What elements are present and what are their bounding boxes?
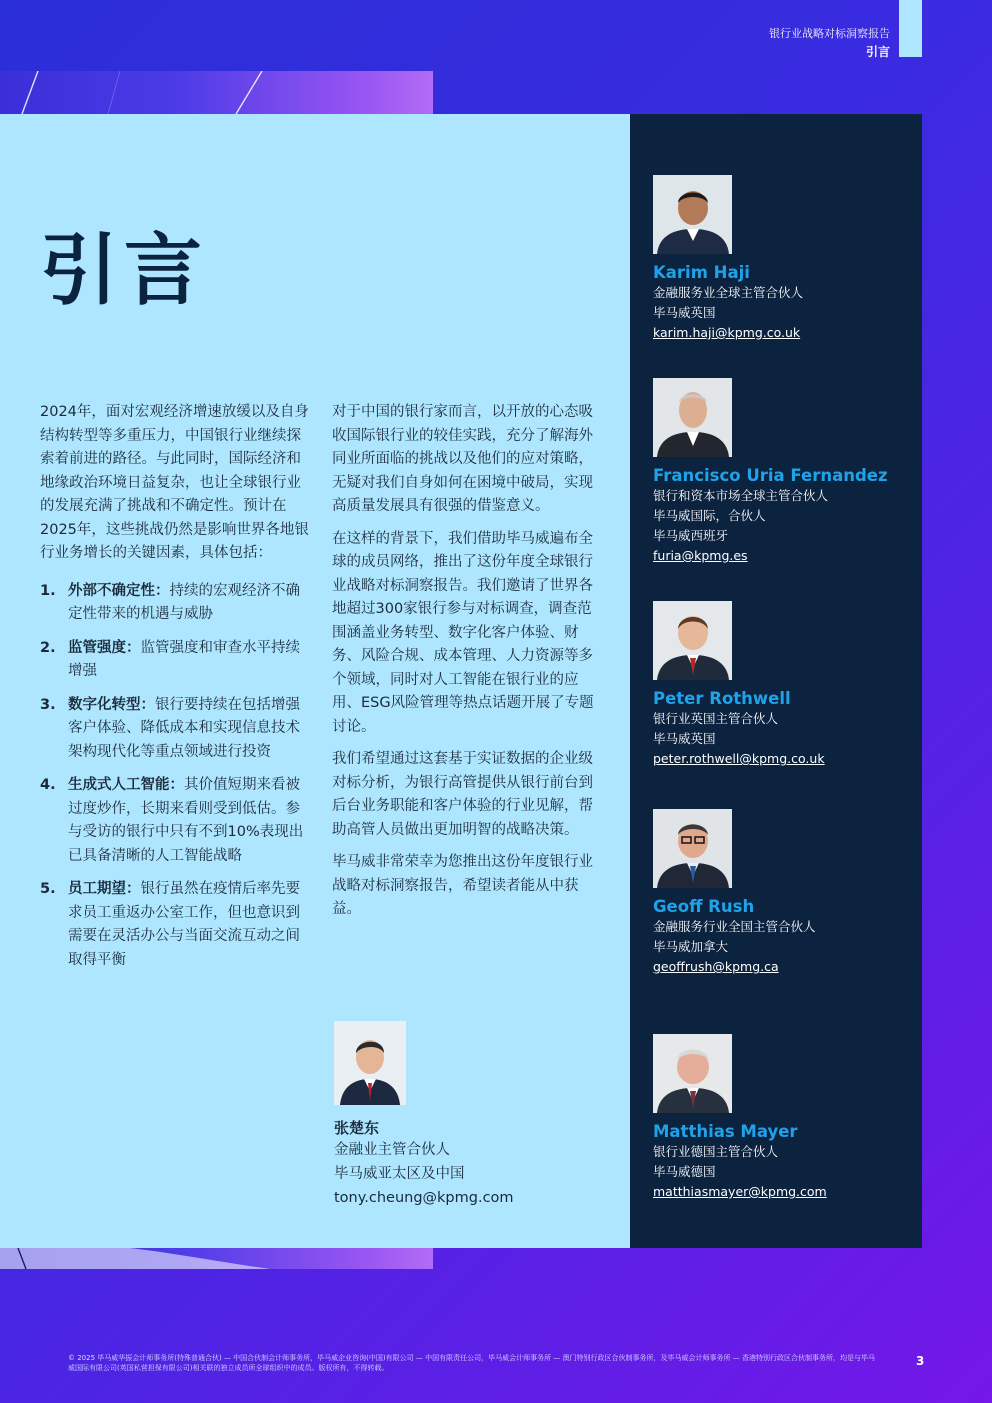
- contact-name: Francisco Uria Fernandez: [653, 466, 888, 485]
- contact-photo: [653, 1034, 732, 1113]
- contact-role: 银行业德国主管合伙人: [653, 1144, 779, 1159]
- page-number: 3: [916, 1354, 925, 1368]
- contact-office: 毕马威英国: [653, 305, 716, 320]
- contact-card: [653, 809, 816, 977]
- decorative-band-top: [0, 71, 433, 114]
- contact-email-link[interactable]: furia@kpmg.es: [653, 548, 748, 563]
- contact-office: 毕马威德国: [653, 1164, 716, 1179]
- contact-office: 毕马威加拿大: [653, 939, 729, 954]
- list-label: 生成式人工智能：: [68, 777, 184, 793]
- contact-email-link[interactable]: karim.haji@kpmg.co.uk: [653, 325, 801, 340]
- list-item: [40, 694, 312, 765]
- list-label: 外部不确定性：: [68, 582, 170, 599]
- left-text-column: [40, 401, 312, 982]
- list-label: 监管强度：: [68, 639, 141, 656]
- author-signature: [334, 1021, 514, 1210]
- decorative-band-bottom: [0, 1248, 433, 1269]
- contact-role: 银行业英国主管合伙人: [653, 711, 779, 726]
- contact-org: 毕马威国际，合伙人: [653, 508, 766, 523]
- intro-paragraph: 2024年，面对宏观经济增速放缓以及自身结构转型等多重压力，中国银行业继续探索着前进的路径。与此同时，国际经济和地缘政治环境日益复杂，也让全球银行业的发展充满了挑战和不确定性。预计在2025年，这些挑战仍然是影响世界各地银行业务增长的关键因素，具体包括：: [40, 404, 309, 561]
- contact-name: Peter Rothwell: [653, 689, 791, 708]
- contact-role: 金融服务行业全国主管合伙人: [653, 919, 816, 934]
- list-label: 员工期望：: [68, 881, 141, 897]
- contact-name: Geoff Rush: [653, 897, 755, 916]
- contact-card: [653, 175, 803, 343]
- body-paragraph: 对于中国的银行家而言，以开放的心态吸收国际银行业的较佳实践，充分了解海外同业所面临的挑战以及他们的应对策略，无疑对我们自身如何在困境中破局，实现高质量发展具有很强的借鉴意义。: [332, 404, 593, 514]
- contact-photo: [653, 809, 732, 888]
- legal-disclaimer: © 2025 毕马威华振会计师事务所(特殊普通合伙) — 中国合伙制会计师事务所，毕马威企业咨询(中国)有限公司 — 中国有限责任公司，毕马威会计师事务所 — 澳门特别行政区合伙制事务所，及毕马威会计师事务所 — 香港特别行政区合伙制事务所，均是与毕马威国际有限公司(英国私营担保有限公司)相关联的独立成员所全球组织中的成员。版权所有，不得转载。: [68, 1354, 875, 1372]
- list-label: 数字化转型：: [68, 696, 155, 713]
- body-paragraph: 我们希望通过这套基于实证数据的企业级对标分析，为银行高管提供从银行前台到后台业务职能和客户体验的行业见解，帮助高管人员做出更加明智的战略决策。: [332, 751, 593, 838]
- contact-email-link[interactable]: peter.rothwell@kpmg.co.uk: [653, 751, 825, 766]
- contact-email-link[interactable]: geoffrush@kpmg.ca: [653, 959, 779, 974]
- author-email[interactable]: tony.cheung@kpmg.com: [334, 1190, 514, 1206]
- list-item: [40, 580, 312, 627]
- list-item: [40, 637, 312, 684]
- author-name: 张楚东: [334, 1119, 380, 1137]
- list-text: 监管强度和审查水平持续增强: [68, 639, 300, 679]
- contact-office: 毕马威西班牙: [653, 528, 729, 543]
- list-number: 5.: [40, 881, 56, 897]
- report-header: [769, 25, 890, 60]
- list-text: 银行虽然在疫情后率先要求员工重返办公室工作，但也意识到需要在灵活办公与当面交流互动之间取得平衡: [68, 881, 300, 968]
- contact-role: 银行和资本市场全球主管合伙人: [653, 488, 829, 503]
- contact-photo: [653, 175, 732, 254]
- list-number: 1.: [40, 582, 56, 599]
- list-number: 2.: [40, 639, 56, 656]
- report-title: 银行业战略对标洞察报告: [769, 27, 890, 40]
- list-text: 银行要持续在包括增强客户体验、降低成本和实现信息技术架构现代化等重点领域进行投资: [68, 696, 300, 760]
- header-accent-bar: [899, 0, 922, 57]
- contact-card: [653, 601, 825, 769]
- body-paragraph: 毕马威非常荣幸为您推出这份年度银行业战略对标洞察报告，希望读者能从中获益。: [332, 854, 593, 917]
- contact-email-link[interactable]: matthiasmayer@kpmg.com: [653, 1184, 827, 1199]
- author-title: 金融业主管合伙人: [334, 1142, 450, 1158]
- contact-name: Karim Haji: [653, 263, 750, 282]
- author-photo: [334, 1021, 406, 1105]
- list-number: 4.: [40, 777, 56, 793]
- contact-name: Matthias Mayer: [653, 1122, 798, 1141]
- contact-card: [653, 1034, 827, 1202]
- contact-photo: [653, 601, 732, 680]
- body-paragraph: 在这样的背景下，我们借助毕马威遍布全球的成员网络，推出了这份年度全球银行业战略对标洞察报告。我们邀请了世界各地超过300家银行参与对标调查，调查范围涵盖业务转型、数字化客户体验、财务、风险合规、成本管理、人力资源等多个领域，同时对人工智能在银行业的应用、ESG风险管理等热点话题开展了专题讨论。: [332, 530, 594, 735]
- challenge-list: [40, 580, 312, 973]
- list-number: 3.: [40, 696, 56, 713]
- list-text: 其价值短期来看被过度炒作，长期来看则受到低估。参与受访的银行中只有不到10%表现出已具备清晰的人工智能战略: [68, 777, 304, 864]
- contact-office: 毕马威英国: [653, 731, 716, 746]
- page-title: 引言: [40, 226, 209, 316]
- list-text: 持续的宏观经济不确定性带来的机遇与威胁: [68, 582, 300, 622]
- contact-role: 金融服务业全球主管合伙人: [653, 285, 804, 300]
- author-org: 毕马威亚太区及中国: [334, 1166, 465, 1182]
- contact-card: [653, 378, 888, 566]
- section-label: 引言: [865, 45, 890, 59]
- middle-text-column: [332, 401, 602, 931]
- list-item: [40, 774, 312, 868]
- contact-photo: [653, 378, 732, 457]
- list-item: [40, 878, 312, 972]
